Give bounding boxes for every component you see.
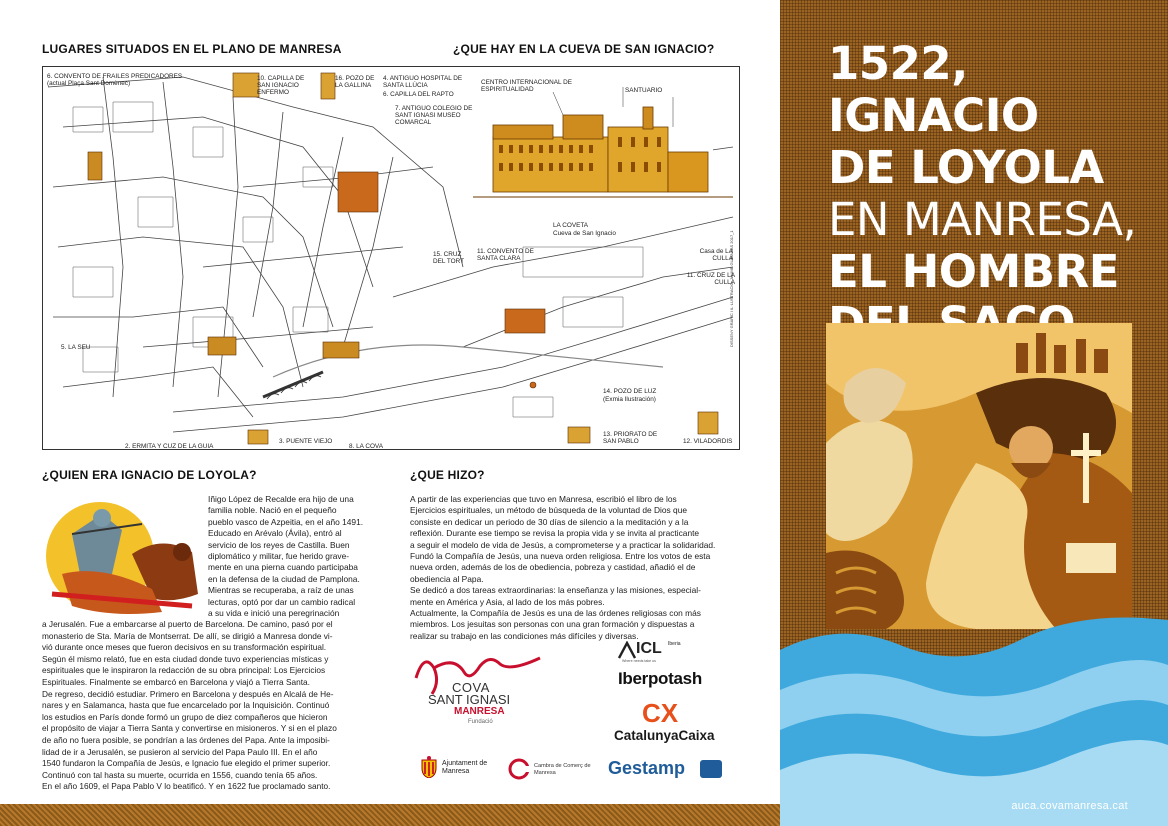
who-line: a su vida e inició una peregrinación [208, 608, 340, 619]
cambra-logo [508, 758, 594, 784]
label-viladordis-12: 12. VILADORDIS [683, 438, 733, 445]
who-heading: ¿QUIEN ERA IGNACIO DE LOYOLA? [42, 468, 257, 482]
icl-tag: Iberia [668, 641, 681, 647]
what-line: realizar su trabajo en las condiciones más difíciles y diversas. [410, 630, 639, 641]
shield-icon [420, 756, 438, 778]
cambra-name: Cambra de Comerç de Manresa [534, 763, 591, 776]
label-pozo-14-sub: (Exmia Ilustración) [603, 396, 656, 403]
iberpotash-logo: Iberpotash [618, 669, 702, 688]
cover-title [828, 38, 1158, 350]
manresa-map [42, 66, 740, 450]
label-ermita-2: 2. ERMITA Y CUZ DE LA GUIA [125, 443, 214, 450]
website-url[interactable]: auca.covamanresa.cat [1011, 800, 1128, 812]
who-line: Iñigo López de Recalde era hijo de una [208, 494, 354, 504]
label-cova-8: 8. LA COVA [349, 443, 383, 450]
label-coveta-sub: Cueva de San Ignacio [553, 230, 616, 237]
what-line: Se dedicó a dos tareas extraordinarias: la enseñanza y las misiones, especial- [410, 585, 701, 596]
what-line: a seguir el modelo de vida de Jesús, a comprometerse y a practicar la solidaridad. [410, 539, 716, 550]
gestamp-name: Gestamp [608, 758, 686, 778]
who-text-wrapped [208, 494, 372, 619]
who-line: De regreso, decidió estudiar. Primero en Barcelona y después en Alcalá de He- [42, 688, 334, 699]
cova-sant-ignasi-logo [410, 648, 570, 738]
label-convento: 6. CONVENTO DE FRAILES PREDICADORES (actual Plaça Sant Domènec) [47, 73, 183, 88]
who-line: Continuó con tal hasta su muerte, ocurrida en 1556, cuando tenía 65 años. [42, 769, 318, 780]
who-line: diplomático y militar, fue herido grave- [208, 551, 350, 562]
who-line: el propósito de viajar a Tierra Santa y convertirse en misioneros. Y si en el plazo [42, 723, 337, 734]
who-line: Educado en Arévalo (Ávila), entró al [208, 528, 342, 539]
who-line: lidad de ir a Jerusalén, se pusieron al servicio del Papa Paulo III. En el año [42, 746, 318, 757]
who-line: lecturas, optó por dar un cambio radical [208, 596, 356, 607]
label-coveta: LA COVETA [553, 222, 589, 229]
map-credit: DISSENY GRÀFIC I IL·LUSTRACIÓ: JAUME GUBIANAS 2017_1 [729, 230, 734, 347]
who-line: Según él mismo relató, fue en esta ciudad donde tuvo experiencias místicas y [42, 653, 329, 664]
who-line: espirituales que le inspiraron la redacción de su obra principal: Los Ejercicios [42, 665, 326, 676]
burlap-strip [0, 804, 780, 826]
icl-mark-icon [618, 641, 636, 659]
who-line: servicio de los reyes de Castilla. Buen [208, 539, 350, 550]
who-line: nares y en Salamanca, hasta que fue encarcelado por la Inquisición. Continuó [42, 700, 330, 711]
what-line: obediencia al Papa. [410, 573, 484, 584]
what-line: consiste en dedicar un periodo de 30 días de silencio a la meditación y a la [410, 516, 689, 527]
label-santuario: SANTUARIO [625, 87, 663, 94]
what-line: A partir de las experiencias que tuvo en Manresa, escribió el libro de los [410, 494, 677, 504]
ajuntament-logo [420, 756, 500, 782]
ignatius-illustration [826, 323, 1132, 629]
what-line: mente en América y Asia, al lado de los más pobres. [410, 596, 605, 607]
label-pozo-14: 14. POZO DE LUZ [603, 388, 657, 395]
icl-name: ICL [636, 640, 662, 657]
title-line-3: EN MANRESA, [828, 193, 1137, 246]
cambra-mark-icon [508, 758, 530, 780]
knight-illustration [42, 494, 204, 618]
title-line-1: 1522, IGNACIO [828, 37, 1039, 142]
who-line: monasterio de Sta. María de Montserrat. De allí, se dirigió a Manresa donde vi- [42, 630, 333, 641]
title-line-4: EL HOMBRE [828, 245, 1119, 298]
catalunyacaixa-logo: CatalunyaCaixa [614, 728, 715, 743]
gestamp-mark-icon [700, 760, 722, 778]
icl-logo [618, 640, 708, 668]
who-line: familia noble. Nació en el pequeño [208, 505, 337, 516]
who-line: Espirituales. Finalmente se embarcó en Barcelona y viajó a Tierra Santa. [42, 676, 310, 687]
what-line: reflexión. Durante ese tiempo se revisa la propia vida y se invita al practicante [410, 528, 700, 539]
sea-waves [780, 590, 1168, 826]
what-line: nueva orden, además de los de obediencia, pobreza y castidad, añadió el de [410, 562, 696, 573]
label-priorato-13: 13. PRIORATO DE SAN PABLO [603, 431, 658, 446]
label-colegio-7: 7. ANTIGUO COLEGIO DE SANT IGNASI MUSEO COMARCAL [395, 105, 473, 127]
cova-line-4: Fundació [468, 719, 493, 725]
label-seu-5: 5. LA SEU [61, 344, 91, 351]
label-capilla-6: 6. CAPILLA DEL RAPTO [383, 91, 454, 98]
cx-logo-mark: CX [642, 698, 679, 728]
label-cruz-11: 11. CRUZ DE LA CULLA [686, 272, 735, 287]
label-puente-3: 3. PUENTE VIEJO [279, 438, 333, 445]
who-line: pueblo vasco de Azpeitia, en el año 1491. [208, 516, 364, 527]
icl-sub: Where needs take us [622, 659, 656, 663]
gestamp-logo [608, 758, 726, 782]
what-line: Fundó la Compañía de Jesús, una nueva orden religiosa. Entre los votos de esta [410, 551, 711, 562]
who-line: vió durante once meses que fueron decisivos en su transformación espiritual. [42, 642, 327, 653]
who-text-full [42, 619, 374, 793]
cave-heading: ¿QUE HAY EN LA CUEVA DE SAN IGNACIO? [453, 42, 715, 56]
cover-page [780, 0, 1168, 826]
title-line-2: DE LOYOLA [828, 141, 1104, 194]
label-pozo-16: 16. POZO DE LA GALLINA [335, 75, 375, 90]
who-line: 1540 fundaron la Compañía de Jesús, e Ignacio fue elegido el primer superior. [42, 758, 331, 769]
who-line: en la defensa de la ciudad de Pamplona. [208, 573, 360, 584]
label-cruz-15: 15. CRUZ DEL TORT [433, 251, 465, 266]
cova-line-3: MANRESA [454, 706, 505, 717]
label-convento-11: 11. CONVENTO DE SANTA CLARA [477, 248, 534, 263]
cova-line-2: SANT IGNASI [428, 692, 511, 707]
label-casa-culla: Casa de LA CULLA [699, 248, 733, 263]
who-line: En el año 1609, el Papa Pablo V lo beatificó. Y en 1622 fue proclamado santo. [42, 781, 331, 792]
ajuntament-name: Ajuntament de Manresa [442, 760, 488, 775]
cova-line-1: COVA [452, 680, 490, 695]
who-line: de año no fuera posible, se pondrían a las órdenes del Papa. Ante la imposibi- [42, 734, 330, 745]
what-line: Actualmente, la Compañía de Jesús es una de las órdenes religiosas con más [410, 608, 701, 619]
what-line: miembros. Los jesuitas son personas con una gran formación y dispuestas a [410, 619, 695, 630]
who-line: a Jerusalén. Fue a embarcarse al puerto de Barcelona. De camino, pasó por el [42, 619, 333, 629]
map-heading: LUGARES SITUADOS EN EL PLANO DE MANRESA [42, 42, 342, 56]
label-hospital-4: 4. ANTIGUO HOSPITAL DE SANTA LLÚCIA [383, 75, 463, 90]
who-line: los estudios en París donde formó un grupo de diez compañeros que hicieron [42, 711, 328, 722]
who-line: mente en una pierna cuando participaba [208, 562, 358, 573]
what-heading: ¿QUE HIZO? [410, 468, 485, 482]
who-line: Mientras se recuperaba, a raíz de unas [208, 585, 354, 596]
label-centro: CENTRO INTERNACIONAL DE ESPIRITUALIDAD [481, 79, 573, 94]
what-text [410, 494, 740, 642]
label-capilla-10: 10. CAPILLA DE SAN IGNACIO ENFERMO [257, 75, 305, 97]
what-line: Ejercicios espirituales, un método de búsqueda de la voluntad de Dios que [410, 505, 688, 516]
